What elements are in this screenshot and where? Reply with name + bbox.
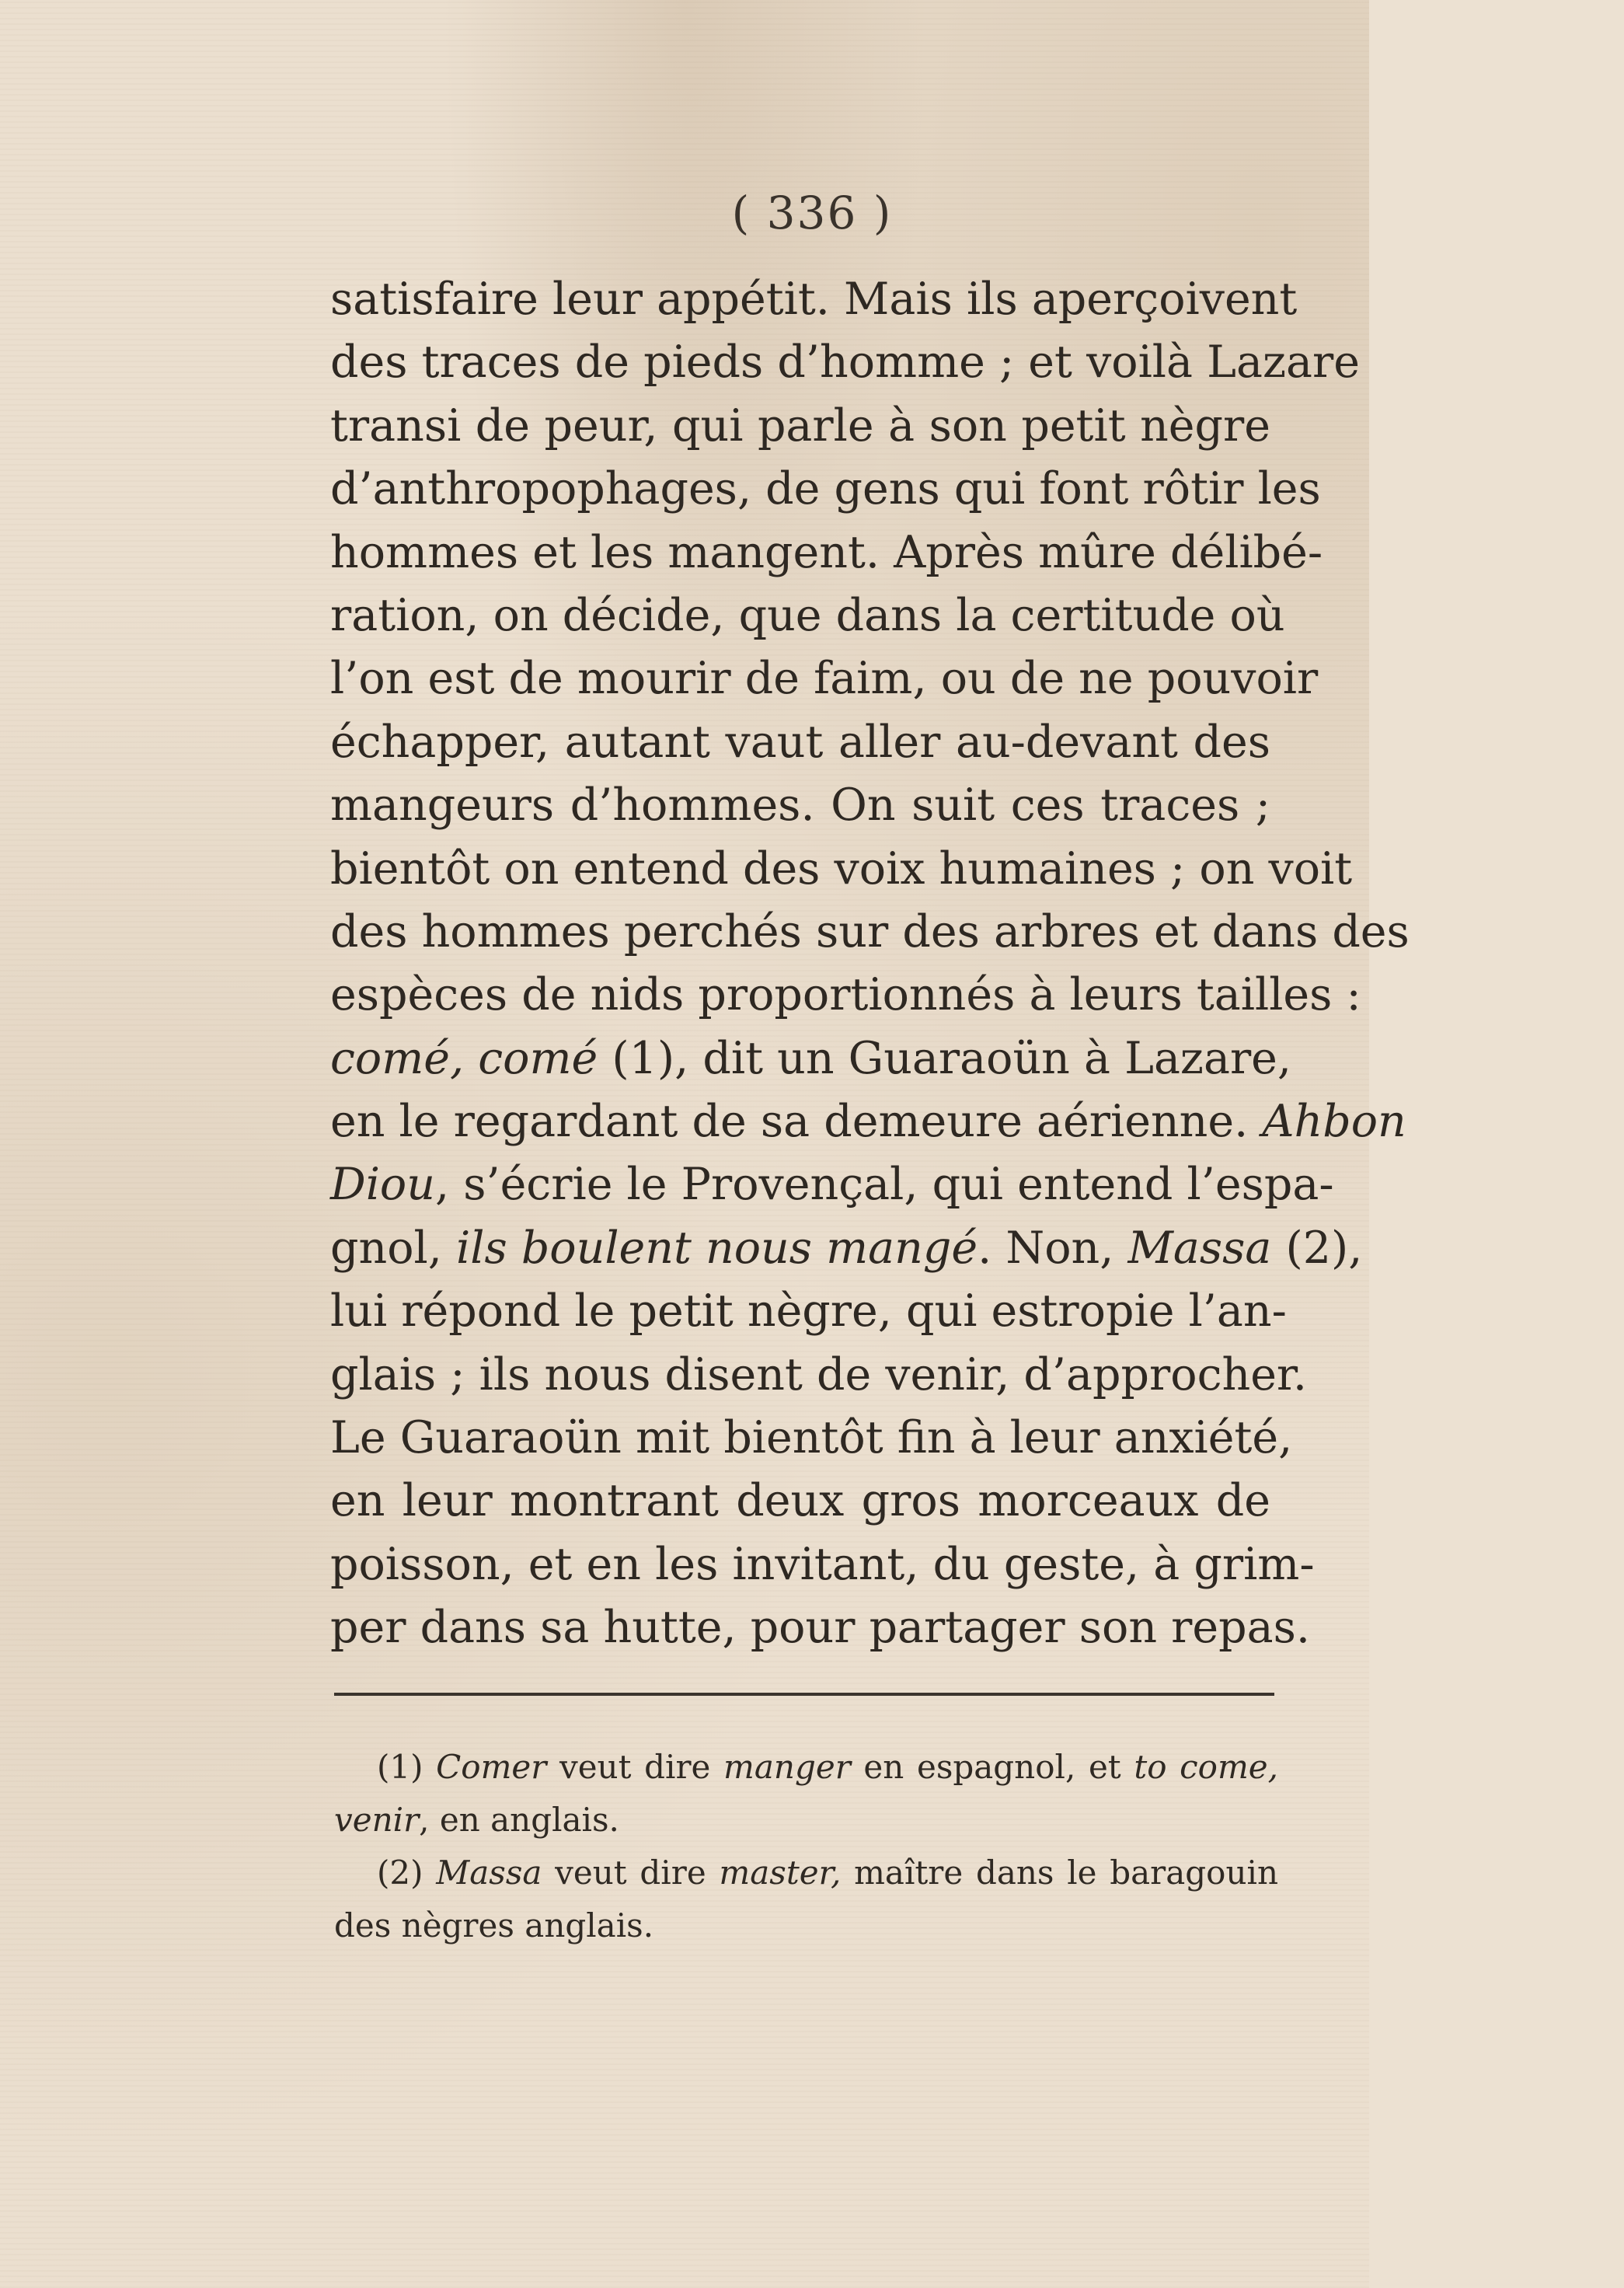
main-text (330, 268, 1410, 1660)
text-line (330, 1153, 1334, 1216)
italic-text: comé, comé (330, 1032, 598, 1084)
text-line: poisson, et en les invitant, du geste, à grim- (330, 1538, 1315, 1590)
italic-text: ils boulent nous mangé (455, 1222, 978, 1274)
footnote-divider (334, 1693, 1274, 1696)
footnote-2 (334, 1847, 1278, 1899)
footnote-1-continued (334, 1794, 1278, 1847)
footnote-1 (334, 1741, 1278, 1794)
text-line: d’anthropophages, de gens qui font rôtir les (330, 463, 1321, 515)
text-line: bientôt on entend des voix humaines ; on voit (330, 842, 1353, 895)
text-line: satisfaire leur appétit. Mais ils aperçoivent (330, 274, 1298, 325)
italic-text: manger (723, 1748, 851, 1786)
italic-text: Massa (436, 1854, 542, 1892)
text-run: (1), dit un Guaraoün à Lazare, (598, 1032, 1292, 1084)
text-run: en espagnol, et (850, 1748, 1134, 1786)
italic-text: Ahbon (1262, 1096, 1406, 1148)
italic-text: to come, (1134, 1748, 1278, 1786)
text-line: des hommes perchés sur des arbres et dans des (330, 905, 1410, 957)
page-number: ( 336 ) (731, 187, 893, 239)
italic-text: master, (719, 1854, 842, 1892)
italic-text: Diou (330, 1159, 435, 1211)
italic-text: venir (334, 1801, 420, 1839)
text-line: per dans sa hutte, pour partager son repas. (330, 1602, 1310, 1654)
italic-text: Massa (1127, 1222, 1272, 1274)
text-run: , en anglais. (419, 1801, 619, 1839)
text-run: en le regardant de sa demeure aérienne. (330, 1096, 1263, 1148)
text-line: des traces de pieds d’homme ; et voilà Lazare (330, 337, 1360, 389)
footnotes (334, 1741, 1278, 1952)
text-run: veut dire (542, 1854, 720, 1892)
text-line: espèces de nids proportionnés à leurs tailles : (330, 969, 1361, 1021)
text-line: l’on est de mourir de faim, ou de ne pouvoir (330, 653, 1319, 705)
text-line: ration, on décide, que dans la certitude où (330, 589, 1285, 641)
text-run: maître dans le baragouin (841, 1854, 1278, 1892)
text-line: glais ; ils nous disent de venir, d’approcher. (330, 1348, 1308, 1400)
text-line: hommes et les mangent. Après mûre délibé- (330, 526, 1323, 578)
footnote-marker: (2) (377, 1854, 437, 1892)
italic-text: Comer (436, 1748, 547, 1786)
text-line: en leur montrant deux gros morceaux de (330, 1475, 1270, 1527)
text-line (330, 1027, 1292, 1090)
footnote-marker: (1) (377, 1748, 437, 1786)
text-line: lui répond le petit nègre, qui estropie l’an- (330, 1285, 1287, 1338)
text-line (330, 1090, 1406, 1153)
text-run: . Non, (978, 1222, 1128, 1274)
text-line: transi de peur, qui parle à son petit nègre (330, 399, 1270, 452)
text-run: veut dire (546, 1748, 724, 1786)
text-line (330, 1217, 1363, 1280)
text-line: Le Guaraoün mit bientôt fin à leur anxiété, (330, 1412, 1293, 1464)
text-run: , s’écrie le Provençal, qui entend l’espa- (434, 1159, 1334, 1211)
text-run: (2), (1271, 1222, 1363, 1274)
text-line: échapper, autant vaut aller au-devant des (330, 716, 1270, 768)
footnote-2-continued: des nègres anglais. (334, 1906, 654, 1944)
text-run: gnol, (330, 1222, 456, 1274)
text-line: mangeurs d’hommes. On suit ces traces ; (330, 780, 1270, 832)
